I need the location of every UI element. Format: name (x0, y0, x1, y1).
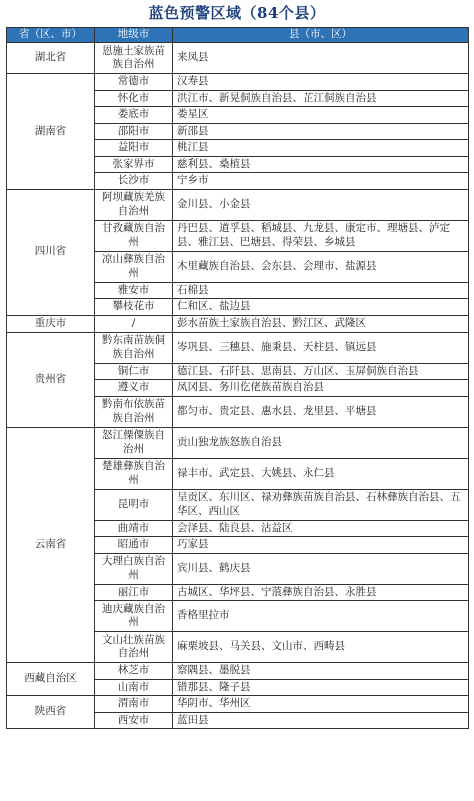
city-cell: 丽江市 (95, 584, 173, 601)
county-cell: 宾川县、鹤庆县 (173, 553, 469, 584)
county-cell: 察隅县、墨脱县 (173, 663, 469, 680)
city-cell: 怀化市 (95, 90, 173, 107)
table-row (7, 427, 469, 458)
county-cell: 错那县、隆子县 (173, 679, 469, 696)
county-cell: 禄丰市、武定县、大姚县、永仁县 (173, 458, 469, 489)
city-cell: 铜仁市 (95, 363, 173, 380)
county-cell: 金川县、小金县 (173, 189, 469, 220)
county-cell: 古城区、华坪县、宁蒗彝族自治县、永胜县 (173, 584, 469, 601)
county-cell: 麻栗坡县、马关县、文山市、西畴县 (173, 632, 469, 663)
city-cell: 山南市 (95, 679, 173, 696)
county-cell: 新邵县 (173, 123, 469, 140)
header-county: 县（市、区） (173, 28, 469, 43)
county-cell: 德江县、石阡县、思南县、万山区、玉屏侗族自治县 (173, 363, 469, 380)
county-cell: 香格里拉市 (173, 601, 469, 632)
table-row (7, 696, 469, 713)
header-province: 省（区、市） (7, 28, 95, 43)
warning-region-table (6, 27, 469, 729)
county-cell: 都匀市、贵定县、惠水县、龙里县、平塘县 (173, 396, 469, 427)
city-cell: 昆明市 (95, 489, 173, 520)
table-row (7, 663, 469, 680)
city-cell: 黔南布依族苗族自治州 (95, 396, 173, 427)
table-row (7, 189, 469, 220)
city-cell: 西安市 (95, 712, 173, 729)
province-cell: 湖南省 (7, 74, 95, 190)
county-cell: 桃江县 (173, 140, 469, 157)
city-cell: 黔东南苗族侗族自治州 (95, 332, 173, 363)
table-row (7, 315, 469, 332)
province-cell: 贵州省 (7, 332, 95, 427)
city-cell: 益阳市 (95, 140, 173, 157)
county-cell: 汉寿县 (173, 74, 469, 91)
county-cell: 来凤县 (173, 43, 469, 74)
city-cell: 雅安市 (95, 282, 173, 299)
county-cell: 木里藏族自治县、会东县、会理市、盐源县 (173, 251, 469, 282)
city-cell: 甘孜藏族自治州 (95, 220, 173, 251)
province-cell: 湖北省 (7, 43, 95, 74)
province-cell: 陕西省 (7, 696, 95, 729)
table-row (7, 332, 469, 363)
city-cell: 大理白族自治州 (95, 553, 173, 584)
province-cell: 四川省 (7, 189, 95, 315)
city-cell: 怒江傈僳族自治州 (95, 427, 173, 458)
county-cell: 蓝田县 (173, 712, 469, 729)
city-cell: 邵阳市 (95, 123, 173, 140)
city-cell: / (95, 315, 173, 332)
county-cell: 石棉县 (173, 282, 469, 299)
city-cell: 阿坝藏族羌族自治州 (95, 189, 173, 220)
city-cell: 曲靖市 (95, 520, 173, 537)
city-cell: 迪庆藏族自治州 (95, 601, 173, 632)
city-cell: 攀枝花市 (95, 299, 173, 316)
city-cell: 张家界市 (95, 156, 173, 173)
county-cell: 巧家县 (173, 537, 469, 554)
table-row (7, 43, 469, 74)
city-cell: 常德市 (95, 74, 173, 91)
city-cell: 凉山彝族自治州 (95, 251, 173, 282)
table-body (7, 43, 469, 729)
header-city: 地级市 (95, 28, 173, 43)
county-cell: 宁乡市 (173, 173, 469, 190)
county-cell: 华阴市、华州区 (173, 696, 469, 713)
province-cell: 重庆市 (7, 315, 95, 332)
city-cell: 娄底市 (95, 107, 173, 124)
county-cell: 贡山独龙族怒族自治县 (173, 427, 469, 458)
county-cell: 洪江市、新晃侗族自治县、芷江侗族自治县 (173, 90, 469, 107)
city-cell: 渭南市 (95, 696, 173, 713)
table-header-row (7, 28, 469, 43)
city-cell: 林芝市 (95, 663, 173, 680)
county-cell: 呈贡区、东川区、禄劝彝族苗族自治县、石林彝族自治县、五华区、西山区 (173, 489, 469, 520)
city-cell: 遵义市 (95, 380, 173, 397)
county-cell: 娄星区 (173, 107, 469, 124)
county-cell: 凤冈县、务川仡佬族苗族自治县 (173, 380, 469, 397)
county-cell: 会泽县、陆良县、沾益区 (173, 520, 469, 537)
county-cell: 慈利县、桑植县 (173, 156, 469, 173)
city-cell: 楚雄彝族自治州 (95, 458, 173, 489)
county-cell: 彭水苗族土家族自治县、黔江区、武隆区 (173, 315, 469, 332)
city-cell: 昭通市 (95, 537, 173, 554)
county-cell: 岑巩县、三穗县、施秉县、天柱县、镇远县 (173, 332, 469, 363)
city-cell: 文山壮族苗族自治州 (95, 632, 173, 663)
page-title: 蓝色预警区域（84个县） (148, 4, 326, 22)
province-cell: 西藏自治区 (7, 663, 95, 696)
county-cell: 丹巴县、道孚县、稻城县、九龙县、康定市、理塘县、泸定县、雅江县、巴塘县、得荣县、乡城县 (173, 220, 469, 251)
county-cell: 仁和区、盐边县 (173, 299, 469, 316)
province-cell: 云南省 (7, 427, 95, 663)
city-cell: 长沙市 (95, 173, 173, 190)
table-row (7, 74, 469, 91)
city-cell: 恩施土家族苗族自治州 (95, 43, 173, 74)
